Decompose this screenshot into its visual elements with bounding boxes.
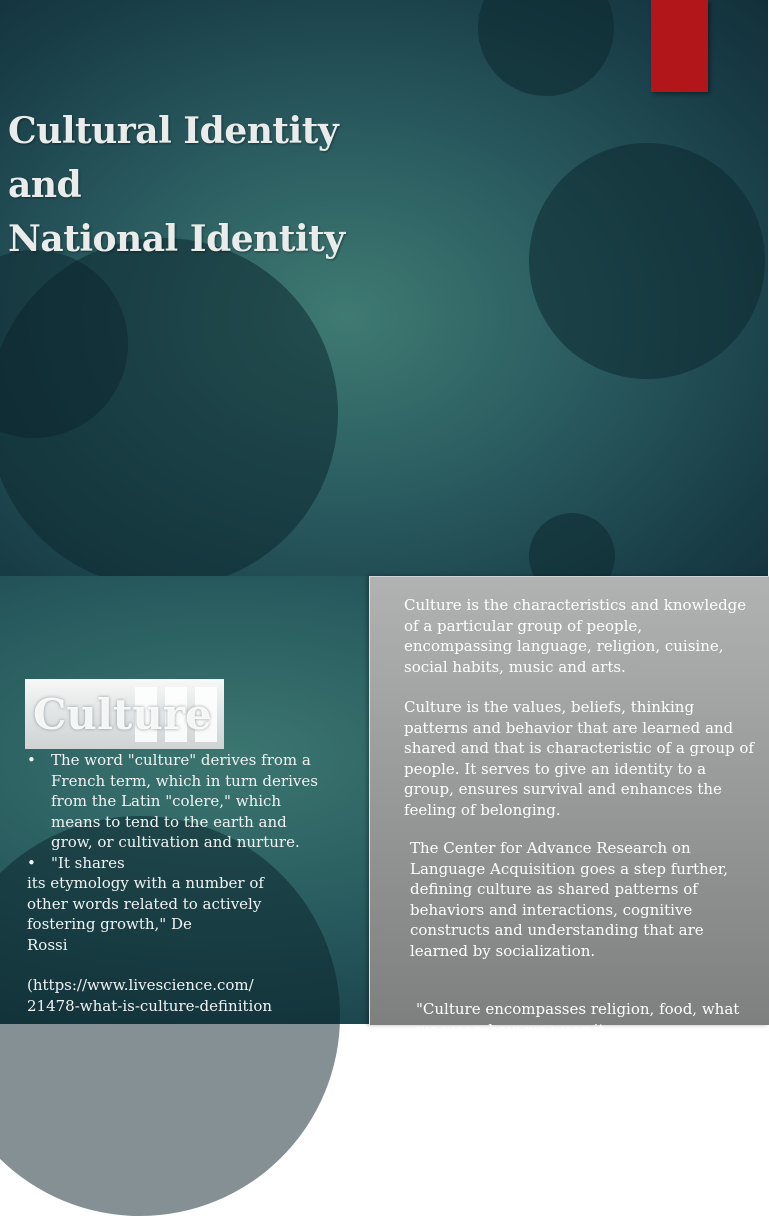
etymology-line: fostering growth," De — [27, 915, 192, 933]
title-line: Cultural Identity — [8, 110, 339, 152]
definition-panel — [369, 576, 769, 1039]
thumbnail-caption: Culture — [33, 690, 212, 739]
slide-title — [8, 104, 345, 266]
definition-paragraph: Culture is the characteristics and knowledge of a particular group of people, encompassing language, religion, cuisine, social habits, music and arts. — [404, 596, 747, 676]
definition-paragraph: Culture is the values, beliefs, thinking patterns and behavior that are learned and shared and that is characteristic of a group of people. It serves to give an identity to a group, ensures survival and enhances the feeling of belonging. — [404, 698, 754, 819]
bullet-etymology: • "It shares — [27, 853, 327, 874]
definition-paragraph: "Culture encompasses religion, food, what we wear, how we wear it, — [416, 1000, 740, 1039]
decorative-circle — [478, 0, 614, 96]
etymology-line: other words related to actively — [27, 894, 262, 913]
red-accent-bar — [651, 0, 708, 92]
bullet-culture-origin: • The word "culture" derives from a French term, which in turn derives from the Latin "colere," which means to tend to the earth and grow, or cultivation and nurture. — [27, 750, 327, 853]
decorative-circle — [529, 143, 765, 379]
source-link[interactable]: (https://www.livescience.com/ — [27, 976, 254, 994]
culture-thumbnail-image — [25, 679, 224, 749]
etymology-line: Rossi — [27, 935, 68, 954]
etymology-text — [27, 750, 327, 1016]
title-slide — [0, 0, 768, 576]
title-line: National Identity — [8, 218, 345, 260]
source-link[interactable]: 21478-what-is-culture-definition — [27, 996, 273, 1015]
etymology-line: its etymology with a number of — [27, 874, 264, 892]
definition-paragraph: The Center for Advance Research on Language Acquisition goes a step further, defining culture as shared patterns of behaviors and interactions, cognitive constructs and understanding that are learned by socialization. — [410, 839, 728, 960]
title-line: and — [8, 164, 82, 206]
content-slide — [0, 576, 768, 1039]
